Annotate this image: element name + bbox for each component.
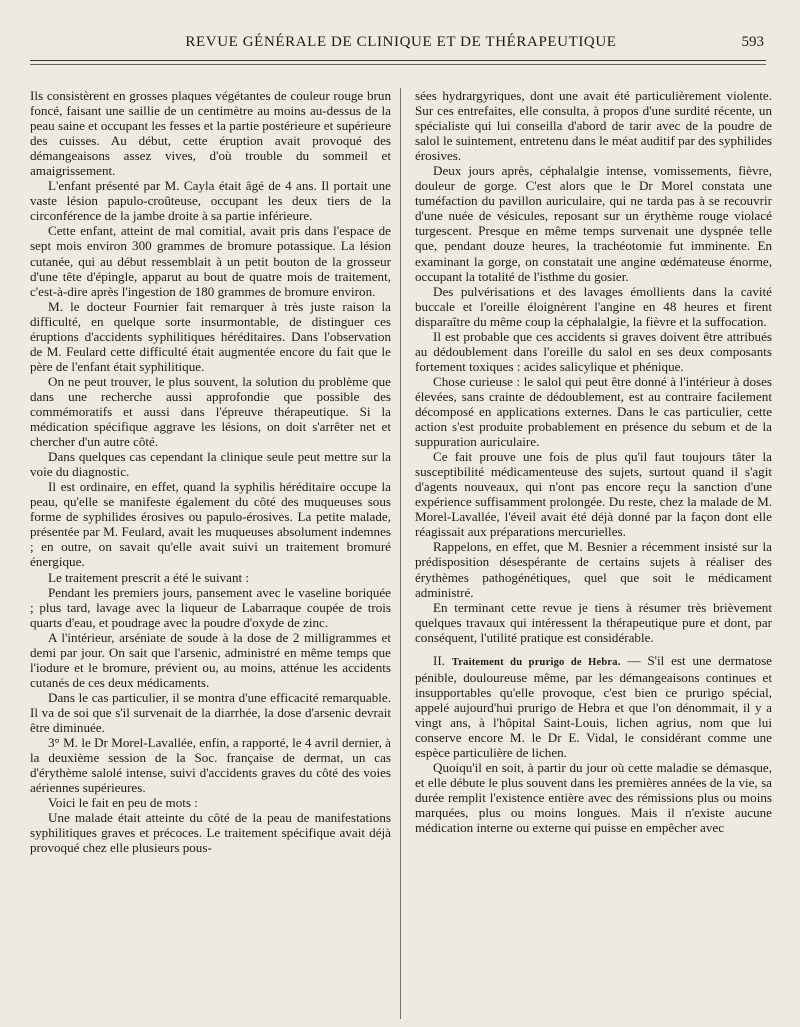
paragraph: Ce fait prouve une fois de plus qu'il faut toujours tâter la susceptibilité médicamenteuse des sujets, surtout quand il s'agit d'agents nouveaux, qui n'ont pas encore reçu la sanction d'une expérience suffisamment prolongée. Du reste, chez la malade de M. Morel-Lavallée, l'éveil avait été déjà donné par la façon dont elle réagissait aux préparations mercurielles. bbox=[415, 449, 772, 540]
paragraph: Il est ordinaire, en effet, quand la syphilis héréditaire occupe la peau, qu'elle se manifeste également du côté des muqueuses sous forme de syphilides érosives ou papulo-érosives. La petite malade, présentée par M. Feulard, avait les muqueuses absolument indemnes ; en outre, on savait qu'elle avait suivi un traitement bromuré énergique. bbox=[30, 479, 391, 570]
paragraph: Des pulvérisations et des lavages émollients dans la cavité buccale et l'oreille éloignèrent l'angine en 48 heures et firent disparaître du même coup la céphalalgie, la fièvre et la suffocation. bbox=[415, 283, 772, 329]
paragraph: Dans le cas particulier, il se montra d'une efficacité remarquable. Il va de soi que s'il survenait de la diarrhée, la dose d'arsenic devrait être diminuée. bbox=[30, 689, 391, 735]
paragraph: Quoiqu'il en soit, à partir du jour où cette maladie se démasque, et elle débute le plus souvent dans les premières années de la vie, sa durée remplit l'existence entière avec des rémissions plus ou moins marquées, plus ou moins longues. Mais il n'existe aucune médication interne ou externe qui puisse en empêcher avec bbox=[415, 760, 772, 836]
running-head bbox=[30, 34, 772, 60]
paragraph: 3° M. le Dr Morel-Lavallée, enfin, a rapporté, le 4 avril dernier, à la deuxième session de la Soc. française de dermat, un cas d'érythème salolé intense, suivi d'accidents graves du côté des voies aériennes supérieures. bbox=[30, 735, 391, 796]
paragraph: Il est probable que ces accidents si graves doivent être attribués au dédoublement dans l'oreille du salol en ses deux composants fortement toxiques : acides salicylique et phénique. bbox=[415, 328, 772, 374]
paragraph: Voici le fait en peu de mots : bbox=[48, 795, 198, 811]
right-column bbox=[401, 88, 772, 1019]
paragraph: Deux jours après, céphalalgie intense, vomissements, fièvre, douleur de gorge. C'est alors que le Dr Morel constata une tuméfaction du pavillon auriculaire, qui ne tarda pas à se recouvrir d'une nuée de vésicules, reposant sur un érythème rouge violacé turgescent. Presque en même temps survenait une dyspnée telle que, pendant douze heures, la trachéotomie fut imminente. En examinant la gorge, on constatait une angine œdémateuse énorme, occupant la totalité de l'isthme du gosier. bbox=[415, 163, 772, 284]
header-rule-thin bbox=[30, 64, 766, 65]
paragraph: Rappelons, en effet, que M. Besnier a récemment insisté sur la prédisposition désespérante de certains sujets à réaliser des érythèmes pathogénétiques, quel que soit le médicament administré. bbox=[415, 539, 772, 600]
paragraph: M. le docteur Fournier fait remarquer à très juste raison la difficulté, en quelque sorte insurmontable, de distinguer ces éruptions d'accidents syphilitiques héréditaires. Dans l'observation de M. Feulard cette difficulté était augmentée encore du fait que le père de l'enfant était syphilitique. bbox=[30, 298, 391, 374]
section-title: Traitement du prurigo de Hebra. bbox=[451, 656, 621, 668]
paragraph: Cette enfant, atteint de mal comitial, avait pris dans l'espace de sept mois environ 300 grammes de bromure potassique. La lésion cutanée, qui au début ressemblait à un petit bouton de la grosseur d'une tête d'épingle, apparut au bout de quatre mois de traitement, c'est-à-dire après l'ingestion de 180 grammes de bromure environ. bbox=[30, 223, 391, 299]
page-number: 593 bbox=[741, 34, 764, 50]
journal-title: REVUE GÉNÉRALE DE CLINIQUE ET DE THÉRAPEUTIQUE bbox=[185, 34, 617, 50]
paragraph: Dans quelques cas cependant la clinique seule peut mettre sur la voie du diagnostic. bbox=[30, 449, 391, 480]
left-column bbox=[30, 88, 401, 1019]
paragraph: En terminant cette revue je tiens à résumer très brièvement quelques travaux qui intéressent la thérapeutique pure et dont, par conséquent, l'utilité pratique est considérable. bbox=[415, 599, 772, 645]
section-intro-text: — S'il est une dermatose pénible, douloureuse même, par les démangeaisons continues et insupportables qu'elle provoque, c'est bien ce prurigo spécial, appelé aujourd'hui prurigo de Hebra et que l'on dénommait, il y a vingt ans, à l'hôpital Saint-Louis, lichen agrius, nom que lui conserve encore M. le Dr E. Vidal, le considérant comme une espèce particulière de lichen. bbox=[415, 652, 772, 761]
paragraph: L'enfant présenté par M. Cayla était âgé de 4 ans. Il portait une vaste lésion papulo-croûteuse, occupant les deux tiers de la circonférence de la jambe droite à sa partie inférieure. bbox=[30, 178, 391, 224]
section-number: II. bbox=[433, 652, 445, 668]
paragraph: On ne peut trouver, le plus souvent, la solution du problème que dans une recherche aussi approfondie que possible des commémoratifs et aussi dans l'épreuve thérapeutique. Si la médication spécifique aggrave les lésions, on doit s'arrêter net et chercher d'un autre côté. bbox=[30, 373, 391, 450]
header-rule bbox=[30, 60, 766, 61]
section-heading-paragraph bbox=[415, 653, 772, 760]
paragraph: Le traitement prescrit a été le suivant : bbox=[48, 569, 250, 585]
paragraph: Chose curieuse : le salol qui peut être donné à l'intérieur à doses élevées, sans crainte de dédoublement, est au contraire facilement décomposé en applications externes. Dans le cas particulier, cette action s'est produite probablement en présence du sebum et de la suppuration auriculaire. bbox=[415, 373, 772, 450]
paragraph: Ils consistèrent en grosses plaques végétantes de couleur rouge brun foncé, faisant une saillie de un centimètre au moins au-dessus de la peau saine et occupant les fesses et la partie postérieure et supérieure des cuisses. Au début, cette éruption avait provoqué des démangeaisons assez vives, d'où trouble du sommeil et amaigrissement. bbox=[30, 88, 392, 179]
paragraph: Pendant les premiers jours, pansement avec le vaseline boriquée ; plus tard, lavage avec la liqueur de Labarraque coupée de trois quarts d'eau, et poudrage avec la poudre d'oxyde de zinc. bbox=[30, 584, 391, 630]
paragraph: Une malade était atteinte du côté de la peau de manifestations syphilitiques graves et précoces. Le traitement spécifique avait déjà provoqué chez elle plusieurs pous- bbox=[30, 810, 391, 856]
paragraph: A l'intérieur, arséniate de soude à la dose de 2 milligrammes et demi par jour. On sait que l'arsenic, administré en même temps que l'iodure et le bromure, prévient ou, au moins, atténue les accidents cutanés de ces deux médicaments. bbox=[30, 629, 391, 690]
text-columns bbox=[30, 88, 772, 1019]
paragraph: sées hydrargyriques, dont une avait été particulièrement violente. Sur ces entrefaites, elle consulta, à propos d'une surdité récente, un spécialiste qui lui conseilla d'abord de tarir avec de la poudre de salol le suintement, entretenu dans le méat auditif par des syphilides érosives. bbox=[415, 88, 772, 164]
